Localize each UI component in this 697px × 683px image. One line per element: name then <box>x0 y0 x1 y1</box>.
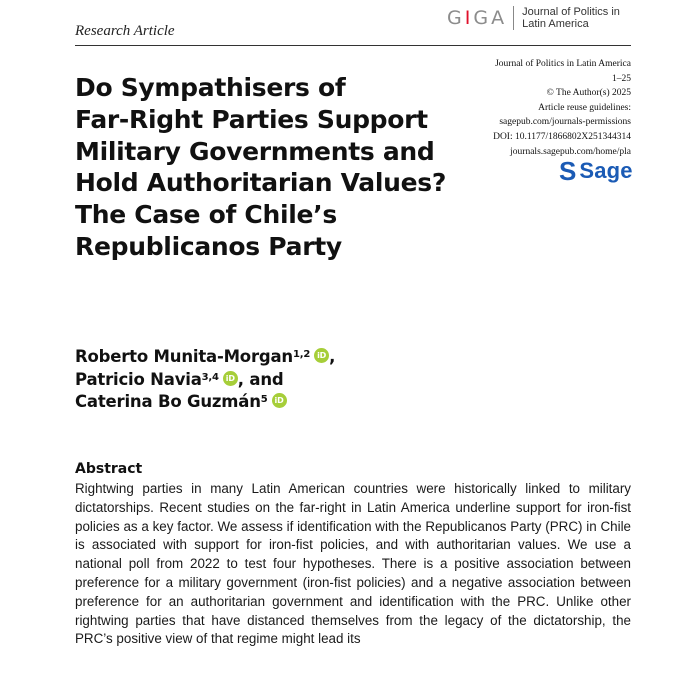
meta-journal-link[interactable]: journals.sagepub.com/home/pla <box>510 146 631 157</box>
abstract-heading: Abstract <box>75 461 143 477</box>
logo-divider <box>513 6 514 30</box>
author-entry <box>75 369 335 392</box>
title-line: Hold Authoritarian Values? <box>75 168 447 198</box>
author-affiliation: 5 <box>260 394 268 405</box>
orcid-icon[interactable]: iD <box>272 393 287 408</box>
meta-permissions-link[interactable]: sagepub.com/journals-permissions <box>499 117 631 128</box>
meta-doi[interactable]: DOI: 10.1177/1866802X251344314 <box>493 131 631 142</box>
abstract-text: Rightwing parties in many Latin American countries were historically linked to military dictatorships. Recent studies on the far-right in Latin America underline support for iron-fist policies as a key factor. We assess if identification with the Republicanos Party (PRC) in Chile is associated with support for iron-fist policies, and with authoritarian values. We use a national poll from 2022 to test four hypotheses. There is a positive association between preference for a military government (iron-fist policies) and a negative association between preference for an authoritarian government and identification with the PRC. Unlike other rightwing parties that have distanced themselves from the legacy of the dictatorship, the PRC’s positive view of that regime might lead its <box>75 481 631 647</box>
author-separator: , and <box>237 369 284 389</box>
meta-pages: 1–25 <box>612 73 631 84</box>
author-name: Caterina Bo Guzmán <box>75 392 261 411</box>
title-line: Far-Right Parties Support <box>75 104 428 134</box>
article-metadata <box>493 57 631 159</box>
author-name: Roberto Munita-Morgan <box>75 347 293 366</box>
meta-journal: Journal of Politics in Latin America <box>495 59 631 69</box>
author-list <box>75 346 335 414</box>
orcid-icon[interactable]: iD <box>223 371 238 386</box>
author-entry <box>75 346 335 369</box>
title-line: Republicanos Party <box>75 231 342 261</box>
orcid-icon[interactable]: iD <box>314 348 329 363</box>
sage-wordmark: Sage <box>579 158 633 183</box>
author-name: Patricio Navia <box>75 369 202 389</box>
logo-journal-name: Journal of Politics in Latin America <box>522 6 620 30</box>
sage-s-icon: S <box>559 156 577 186</box>
publisher-logo <box>447 6 642 30</box>
author-affiliation: 1,2 <box>292 349 311 360</box>
header-rule <box>75 45 631 46</box>
giga-logo-mark: GIGA <box>447 7 508 29</box>
title-line: The Case of Chile’s <box>75 200 337 230</box>
title-line: Military Governments and <box>75 136 435 166</box>
article-type-label: Research Article <box>75 23 175 39</box>
meta-copyright: © The Author(s) 2025 <box>546 88 631 99</box>
author-separator: , <box>329 347 336 366</box>
sage-logo <box>559 158 633 184</box>
meta-reuse: Article reuse guidelines: <box>538 102 631 113</box>
author-entry <box>75 391 335 414</box>
article-title <box>75 72 475 263</box>
author-affiliation: 3,4 <box>201 371 219 383</box>
title-line: Do Sympathisers of <box>75 73 346 102</box>
